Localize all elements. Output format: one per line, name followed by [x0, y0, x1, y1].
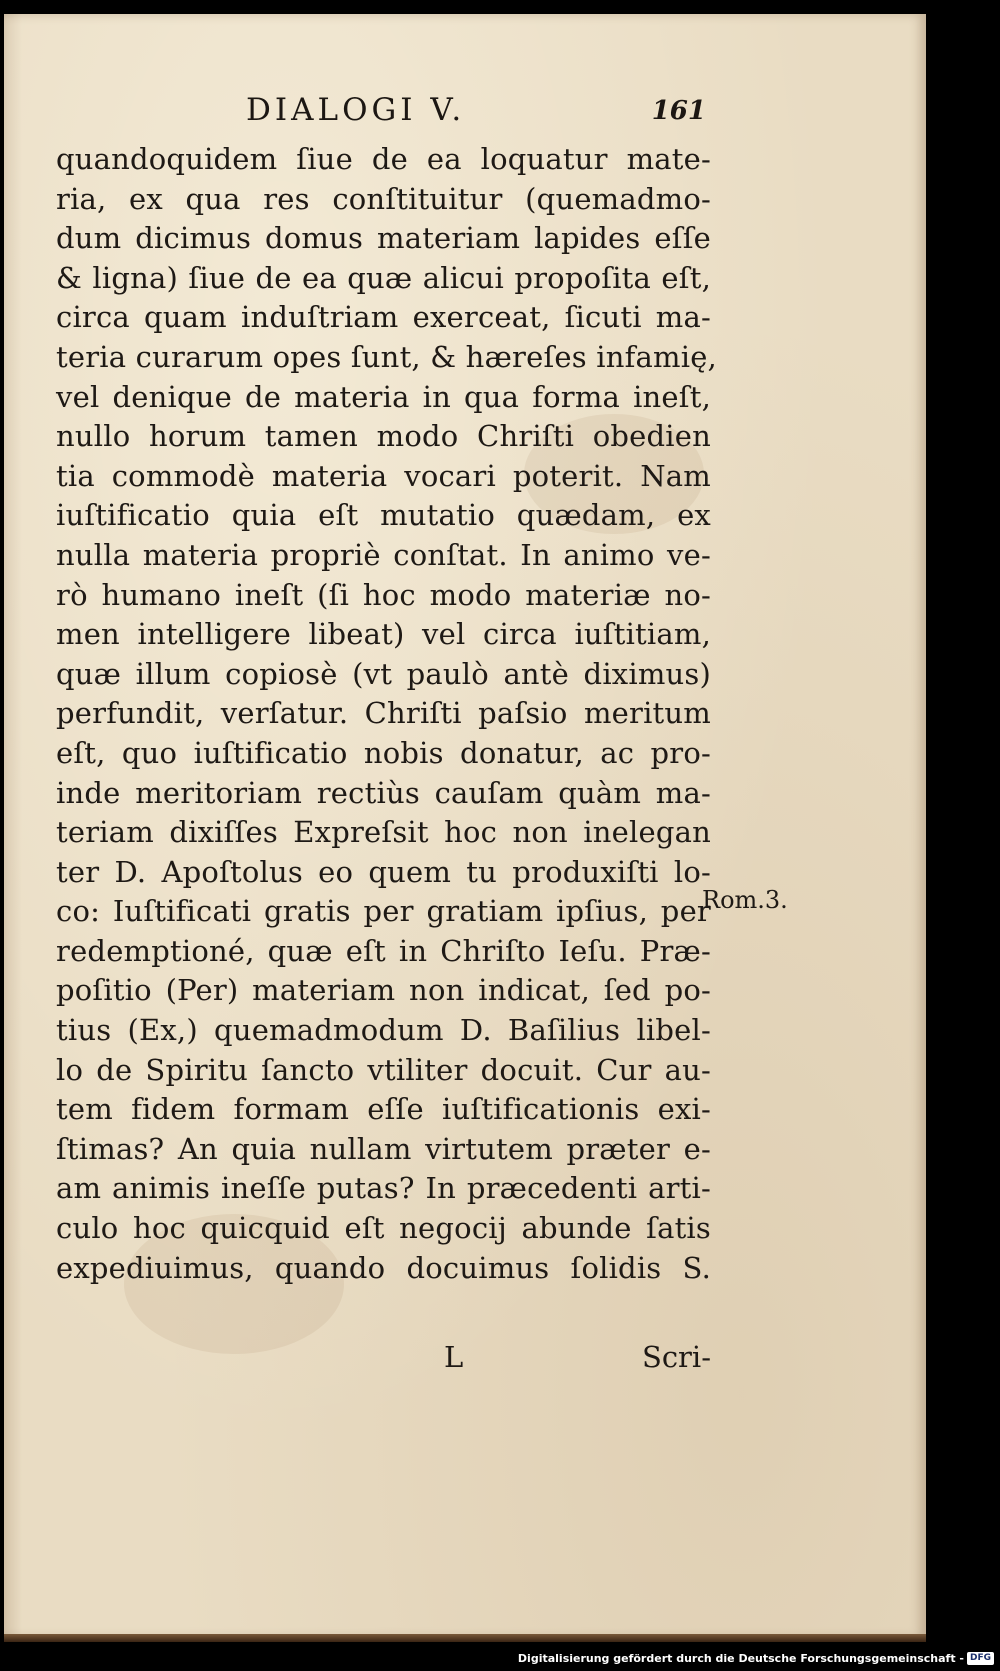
text-line: iuſtificatio quia eſt mutatio quædam, ex	[56, 498, 711, 533]
running-head	[56, 92, 706, 132]
digitization-footer	[518, 1652, 994, 1665]
text-line: ter D. Apoſtolus eo quem tu produxiſti lo-	[56, 854, 711, 889]
text-line: tius (Ex,) quemadmodum D. Baſilius libel-	[56, 1013, 711, 1048]
text-line: rò humano ineſt (ſi hoc modo materiæ no-	[56, 577, 711, 612]
text-line: lo de Spiritu ſancto vtiliter docuit. Cur au-	[56, 1052, 711, 1087]
text-line: & ligna) ſiue de ea quæ alicui propoſita eſt,	[56, 260, 711, 295]
text-line: vel denique de materia in qua forma ineſt,	[56, 379, 711, 414]
text-line: tia commodè materia vocari poterit. Nam	[56, 458, 711, 493]
body-text	[56, 140, 717, 1288]
text-line: dum dicimus domus materiam lapides eſſe	[56, 221, 711, 256]
signature-mark: L	[444, 1340, 464, 1374]
text-line: tem fidem formam eſſe iuſtificationis exi-	[56, 1092, 711, 1127]
text-line: teria curarum opes ſunt, & hæreſes infamię,	[56, 339, 717, 374]
text-line: quæ illum copiosè (vt paulò antè diximus)	[56, 656, 711, 691]
text-line: am animis ineſſe putas? In præcedenti arti-	[56, 1171, 711, 1206]
text-line: men intelligere libeat) vel circa iuſtitiam,	[56, 617, 711, 652]
text-line: quandoquidem ſiue de ea loquatur mate-	[56, 142, 711, 176]
text-line: ria, ex qua res conſtituitur (quemadmo-	[56, 181, 711, 216]
text-line: teriam dixiſſes Expreſsit hoc non inelegan	[56, 815, 711, 850]
text-line: perfundit, verſatur. Chriſti paſsio meritum	[56, 696, 711, 731]
dfg-logo: DFG	[967, 1652, 994, 1665]
text-line: circa quam induſtriam exerceat, ſicuti ma-	[56, 300, 711, 335]
running-title: DIALOGI V.	[246, 92, 466, 128]
footer-text: Digitalisierung gefördert durch die Deutsche Forschungsgemeinschaft -	[517, 1652, 964, 1665]
text-line: co: Iuſtificati gratis per gratiam ipſius, per	[56, 894, 711, 929]
catchline	[56, 1340, 711, 1380]
text-line: ſtimas? An quia nullam virtutem præter e-	[56, 1131, 711, 1166]
text-line: nulla materia propriè conſtat. In animo ve-	[56, 537, 711, 572]
margin-note: Rom.3.	[702, 886, 788, 914]
text-line: redemptioné, quæ eſt in Chriſto Ieſu. Præ-	[56, 933, 711, 968]
text-line: poſitio (Per) materiam non indicat, ſed po-	[56, 973, 711, 1008]
page-number: 161	[651, 96, 706, 126]
text-line: eſt, quo iuſtificatio nobis donatur, ac pro-	[56, 735, 711, 770]
page-bottom-edge	[4, 1634, 926, 1642]
text-line: culo hoc quicquid eſt negocij abunde ſatis	[56, 1211, 711, 1246]
catchword: Scri-	[641, 1340, 711, 1374]
text-line: expediuimus, quando docuimus ſolidis S.	[56, 1250, 711, 1285]
text-line: inde meritoriam rectiùs cauſam quàm ma-	[56, 775, 711, 810]
text-line: nullo horum tamen modo Chriſti obedien	[56, 419, 711, 454]
